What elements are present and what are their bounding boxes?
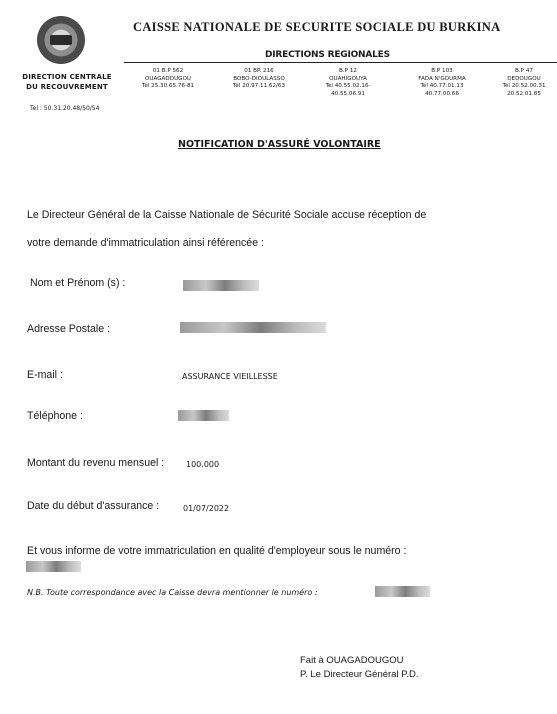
office-fada-ngourma: B.P 103 FADA N'GOURMA Tél 40.77.01.13 40.77.00.66	[418, 68, 466, 97]
closing-line: Et vous informe de votre immatriculation en qualité d'employeur sous le numéro :	[27, 545, 407, 557]
phone-redacted-value	[178, 410, 229, 421]
header-divider	[124, 62, 557, 63]
email-value: ASSURANCE VIEILLESSE	[182, 372, 278, 381]
address-redacted-value	[180, 322, 326, 333]
central-direction-line2: DU RECOUVREMENT	[26, 83, 108, 91]
office-bobo-dioulasso: 01 BP. 216 BOBO-DIOULASSO Tél 20.97.11.62/63	[232, 68, 286, 89]
signature-place: Fait à OUAGADOUGOU	[300, 655, 404, 666]
address-label: Adresse Postale :	[27, 323, 111, 335]
logo-emblem	[50, 35, 72, 45]
intro-line-2: votre demande d'immatriculation ainsi référencée :	[27, 237, 264, 249]
income-value: 100.000	[186, 460, 220, 469]
start-date-value: 01/07/2022	[183, 504, 230, 513]
central-direction-tel: Tel : 50.31.20.48/50/54	[30, 105, 100, 112]
name-label: Nom et Prénom (s) :	[30, 277, 126, 289]
cnss-logo	[37, 16, 85, 64]
email-label: E-mail :	[27, 369, 63, 381]
employer-number-redacted	[26, 561, 81, 572]
office-ouahigouya: B.P 12 OUAHIGOUYA Tél 40.55.02.16- 40.55.06.91	[325, 68, 371, 97]
nb-note: N.B. Toute correspondance avec la Caisse devra mentionner le numéro :	[27, 588, 318, 597]
name-redacted-value	[183, 280, 259, 291]
intro-line-1: Le Directeur Général de la Caisse Nationale de Sécurité Sociale accuse réception de	[27, 209, 427, 221]
org-title: CAISSE NATIONALE DE SECURITE SOCIALE DU BURKINA	[133, 20, 501, 34]
income-label: Montant du revenu mensuel :	[27, 457, 165, 469]
start-date-label: Date du début d'assurance :	[27, 500, 160, 512]
regional-directions-title: DIRECTIONS REGIONALES	[265, 50, 390, 60]
signature-title: P. Le Directeur Général P.D.	[300, 669, 419, 680]
office-ouagadougou: 01 B.P 562 OUAGADOUGOU Tél 25.30.65.76-81	[141, 68, 195, 89]
central-direction-block	[22, 72, 112, 92]
document-title: NOTIFICATION D'ASSURÉ VOLONTAIRE	[178, 139, 381, 150]
office-dedougou: B.P 47 DEDOUGOU Tél 20.52.00.31 20.52.01.85	[502, 68, 546, 97]
nb-number-redacted	[375, 586, 430, 597]
phone-label: Téléphone :	[27, 410, 83, 422]
central-direction-line1: DIRECTION CENTRALE	[22, 73, 112, 81]
